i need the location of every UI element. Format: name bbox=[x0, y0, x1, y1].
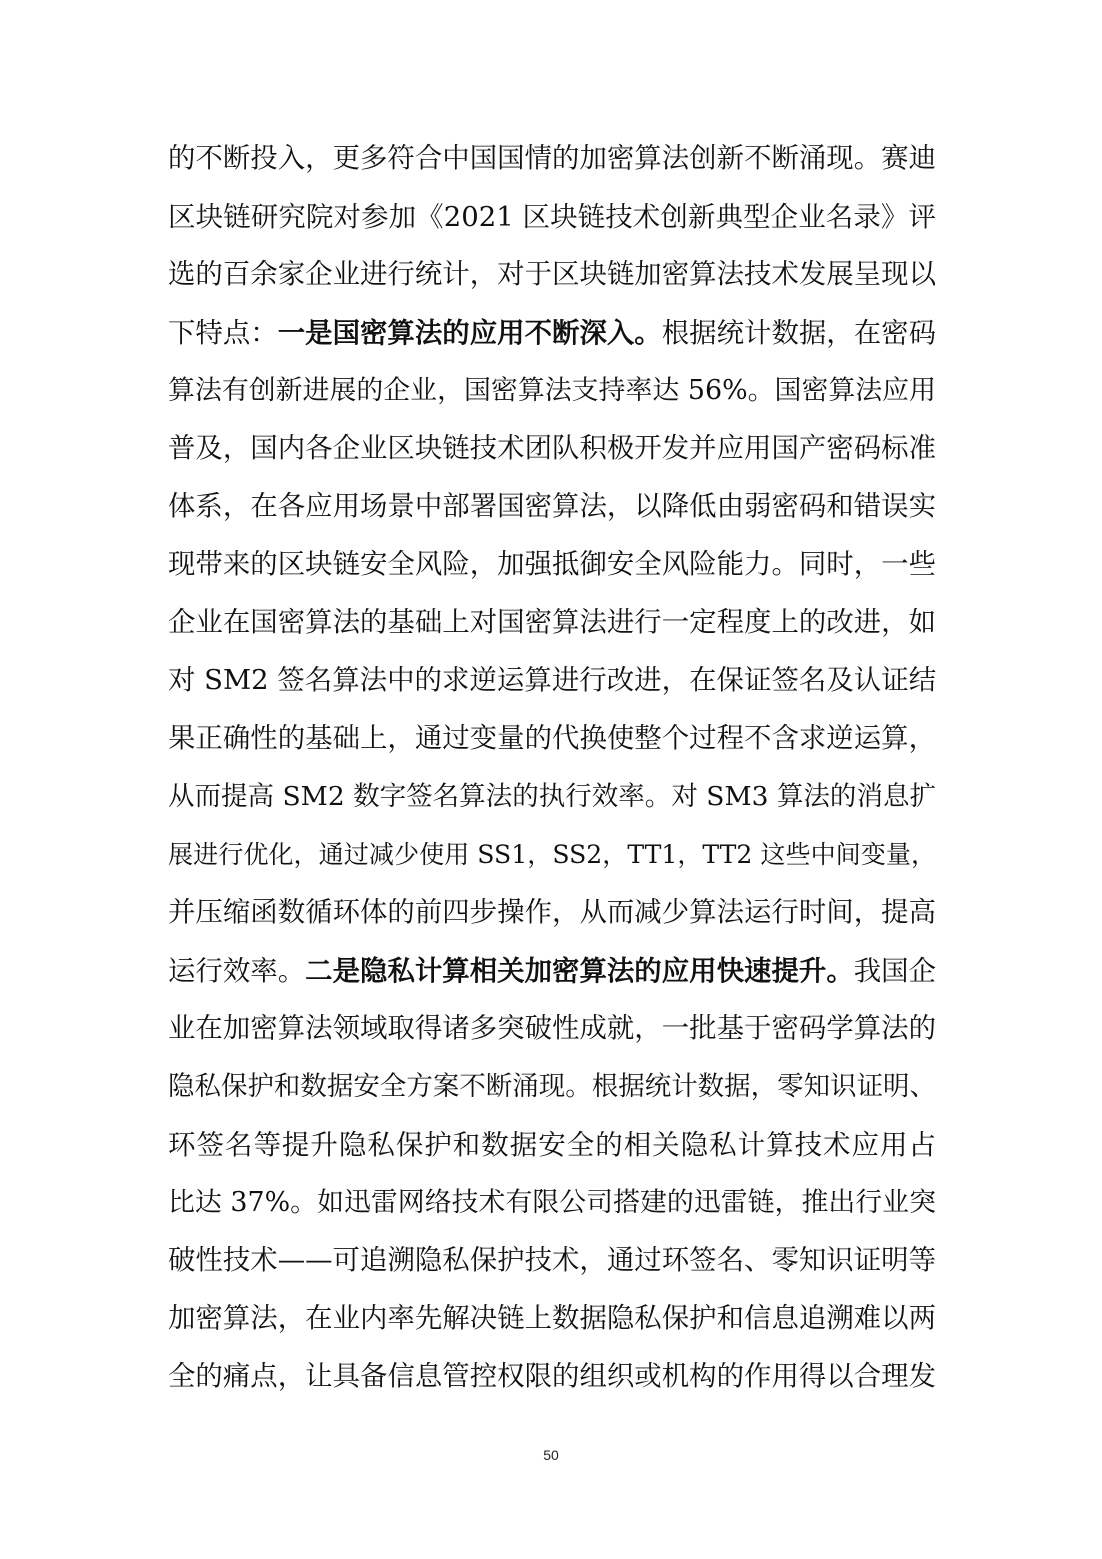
text-line bbox=[168, 710, 936, 768]
text-line bbox=[168, 478, 936, 536]
text-segment: 现带来的区块链安全风险，加强抵御安全风险能力。同时，一些 bbox=[168, 549, 936, 580]
text-line bbox=[168, 1348, 936, 1406]
text-segment: 选的百余家企业进行统计，对于区块链加密算法技术发展呈现以 bbox=[168, 259, 936, 290]
text-line bbox=[168, 768, 936, 826]
text-segment: 比达 37%。如迅雷网络技术有限公司搭建的迅雷链，推出行业突 bbox=[168, 1187, 936, 1218]
text-line bbox=[168, 942, 936, 1000]
text-line bbox=[168, 304, 936, 362]
text-segment: 展进行优化，通过减少使用 SS1，SS2，TT1，TT2 这些中间变量， bbox=[168, 840, 937, 869]
text-segment: 根据统计数据，在密码 bbox=[661, 318, 937, 349]
text-segment: 我国企 bbox=[853, 956, 937, 987]
body-text bbox=[168, 130, 936, 1406]
text-line bbox=[168, 826, 936, 884]
text-segment: 环签名等提升隐私保护和数据安全的相关隐私计算技术应用占 bbox=[168, 1129, 936, 1161]
text-line bbox=[168, 1290, 936, 1348]
text-line bbox=[168, 420, 936, 478]
text-line bbox=[168, 884, 936, 942]
text-segment: 的不断投入，更多符合中国国情的加密算法创新不断涌现。赛迪 bbox=[168, 143, 936, 174]
text-segment: 并压缩函数循环体的前四步操作，从而减少算法运行时间，提高 bbox=[168, 897, 936, 928]
text-segment: 下特点： bbox=[168, 318, 278, 349]
text-line bbox=[168, 594, 936, 652]
text-segment: 算法有创新进展的企业，国密算法支持率达 56%。国密算法应用 bbox=[168, 375, 936, 406]
text-segment: 普及，国内各企业区块链技术团队积极开发并应用国产密码标准 bbox=[168, 433, 936, 464]
text-segment: 破性技术——可追溯隐私保护技术，通过环签名、零知识证明等 bbox=[168, 1245, 936, 1276]
page-number: 50 bbox=[543, 1447, 559, 1463]
text-segment: 企业在国密算法的基础上对国密算法进行一定程度上的改进，如 bbox=[168, 607, 936, 638]
text-segment: 业在加密算法领域取得诸多突破性成就，一批基于密码学算法的 bbox=[168, 1013, 936, 1044]
text-segment: 果正确性的基础上，通过变量的代换使整个过程不含求逆运算， bbox=[168, 723, 936, 754]
text-segment: 对 SM2 签名算法中的求逆运算进行改进，在保证签名及认证结 bbox=[168, 665, 937, 696]
text-segment: 区块链研究院对参加《2021 区块链技术创新典型企业名录》评 bbox=[168, 201, 936, 233]
text-segment: 运行效率。 bbox=[168, 956, 306, 987]
text-line bbox=[168, 362, 936, 420]
text-line bbox=[168, 1116, 936, 1174]
text-line bbox=[168, 1000, 936, 1058]
text-line bbox=[168, 130, 936, 188]
text-line bbox=[168, 1174, 936, 1232]
text-line bbox=[168, 652, 936, 710]
text-line bbox=[168, 246, 936, 304]
text-segment: 体系，在各应用场景中部署国密算法，以降低由弱密码和错误实 bbox=[168, 491, 936, 522]
text-line bbox=[168, 188, 936, 246]
bold-text-segment: 一是国密算法的应用不断深入。 bbox=[277, 317, 662, 349]
text-segment: 从而提高 SM2 数字签名算法的执行效率。对 SM3 算法的消息扩 bbox=[168, 781, 936, 812]
text-segment: 加密算法，在业内率先解决链上数据隐私保护和信息追溯难以两 bbox=[168, 1303, 936, 1334]
bold-text-segment: 二是隐私计算相关加密算法的应用快速提升。 bbox=[305, 955, 854, 987]
text-line bbox=[168, 536, 936, 594]
text-line bbox=[168, 1232, 936, 1290]
text-segment: 全的痛点，让具备信息管控权限的组织或机构的作用得以合理发 bbox=[168, 1361, 936, 1392]
text-line bbox=[168, 1058, 936, 1116]
text-segment: 隐私保护和数据安全方案不断涌现。根据统计数据，零知识证明、 bbox=[168, 1071, 936, 1102]
